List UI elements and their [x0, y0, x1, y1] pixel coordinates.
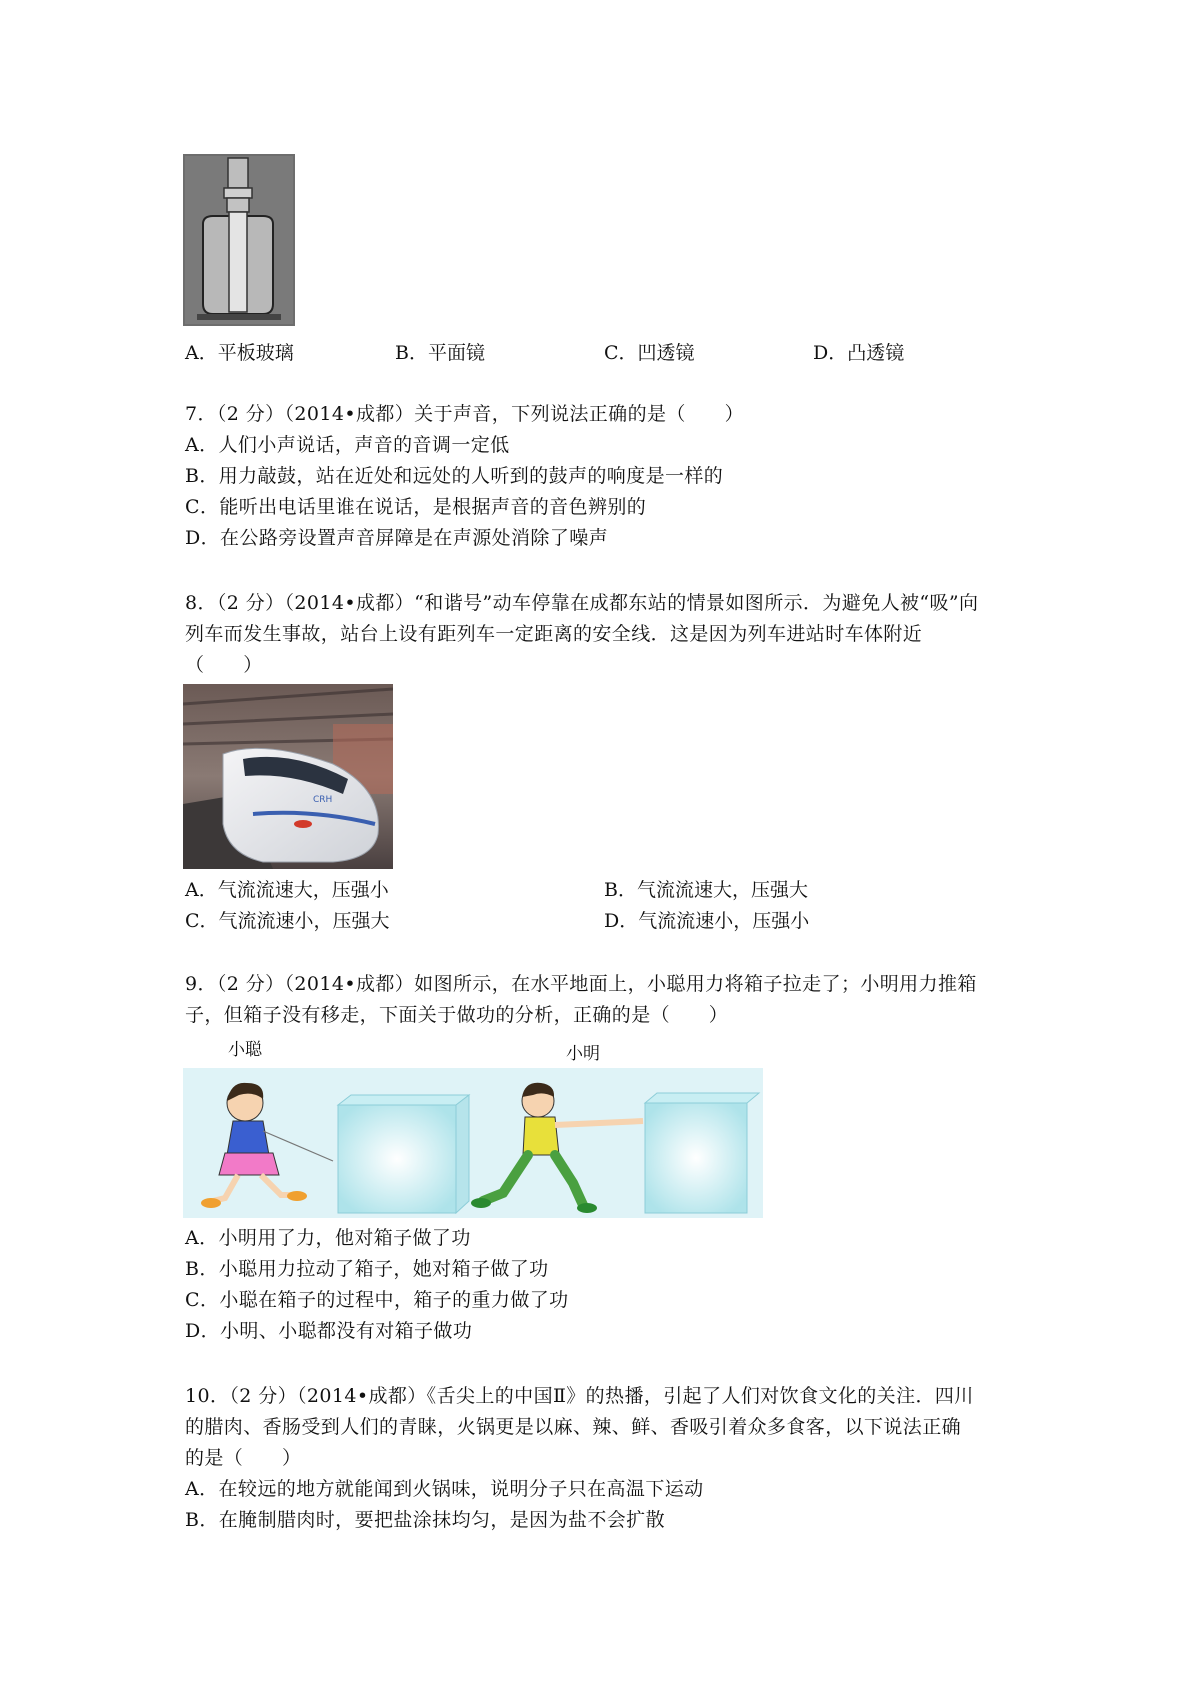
q9-option-a: A．小明用了力，他对箱子做了功: [185, 1227, 471, 1249]
q7-option-a: A．人们小声说话，声音的音调一定低: [185, 434, 510, 456]
svg-text:CRH: CRH: [313, 795, 333, 805]
q7-option-c: C．能听出电话里谁在说话，是根据声音的音色辨别的: [185, 496, 647, 518]
q9-figure-label-xiaoming: 小明: [566, 1044, 600, 1064]
q8-option-c: C．气流流速小，压强大: [185, 910, 390, 932]
q7-stem: 7．（2 分）（2014•成都）关于声音，下列说法正确的是（ ）: [185, 403, 744, 425]
q9-option-c: C．小聪在箱子的过程中，箱子的重力做了功: [185, 1289, 569, 1311]
q10-stem-line-1: 10．（2 分）（2014•成都）《舌尖上的中国Ⅱ》的热播，引起了人们对饮食文化的关注．四川: [185, 1385, 974, 1407]
q7-option-b: B．用力敲鼓，站在近处和远处的人听到的鼓声的响度是一样的: [185, 465, 724, 487]
q9-figure-label-xiaocong: 小聪: [228, 1040, 262, 1060]
q8-stem-line-1: 8．（2 分）（2014•成都）“和谐号”动车停靠在成都东站的情景如图所示．为避免人被“吸”向: [185, 592, 979, 614]
q9-option-d: D．小明、小聪都没有对箱子做功: [185, 1320, 473, 1342]
q6-option-c: C．凹透镜: [604, 342, 695, 364]
q8-figure-train-photo: [183, 684, 393, 869]
q8-stem-line-2: 列车而发生事故，站台上设有距列车一定距离的安全线．这是因为列车进站时车体附近: [185, 623, 923, 645]
q6-option-d: D．凸透镜: [813, 342, 905, 364]
q8-stem-line-3: （ ）: [185, 654, 263, 676]
q9-figure-pushing-pulling-boxes: [183, 1033, 763, 1218]
q8-option-a: A．气流流速大，压强小: [185, 879, 389, 901]
q9-stem-line-2: 子，但箱子没有移走，下面关于做功的分析，正确的是（ ）: [185, 1004, 729, 1026]
q8-option-d: D．气流流速小，压强小: [604, 910, 810, 932]
q10-option-b: B．在腌制腊肉时，要把盐涂抹均匀，是因为盐不会扩散: [185, 1509, 665, 1531]
q6-option-a: A．平板玻璃: [185, 342, 294, 364]
q9-stem-line-1: 9．（2 分）（2014•成都）如图所示，在水平地面上，小聪用力将箱子拉走了；小明用力推箱: [185, 973, 977, 995]
q9-option-b: B．小聪用力拉动了箱子，她对箱子做了功: [185, 1258, 549, 1280]
q7-option-d: D．在公路旁设置声音屏障是在声源处消除了噪声: [185, 527, 609, 549]
q10-stem-line-2: 的腊肉、香肠受到人们的青睐，火锅更是以麻、辣、鲜、香吸引着众多食客，以下说法正确: [185, 1416, 962, 1438]
q10-stem-line-3: 的是（ ）: [185, 1447, 302, 1469]
q8-option-b: B．气流流速大，压强大: [604, 879, 808, 901]
q6-figure-bottle-photo: [183, 154, 295, 326]
q6-option-b: B．平面镜: [395, 342, 485, 364]
q10-option-a: A．在较远的地方就能闻到火锅味，说明分子只在高温下运动: [185, 1478, 704, 1500]
